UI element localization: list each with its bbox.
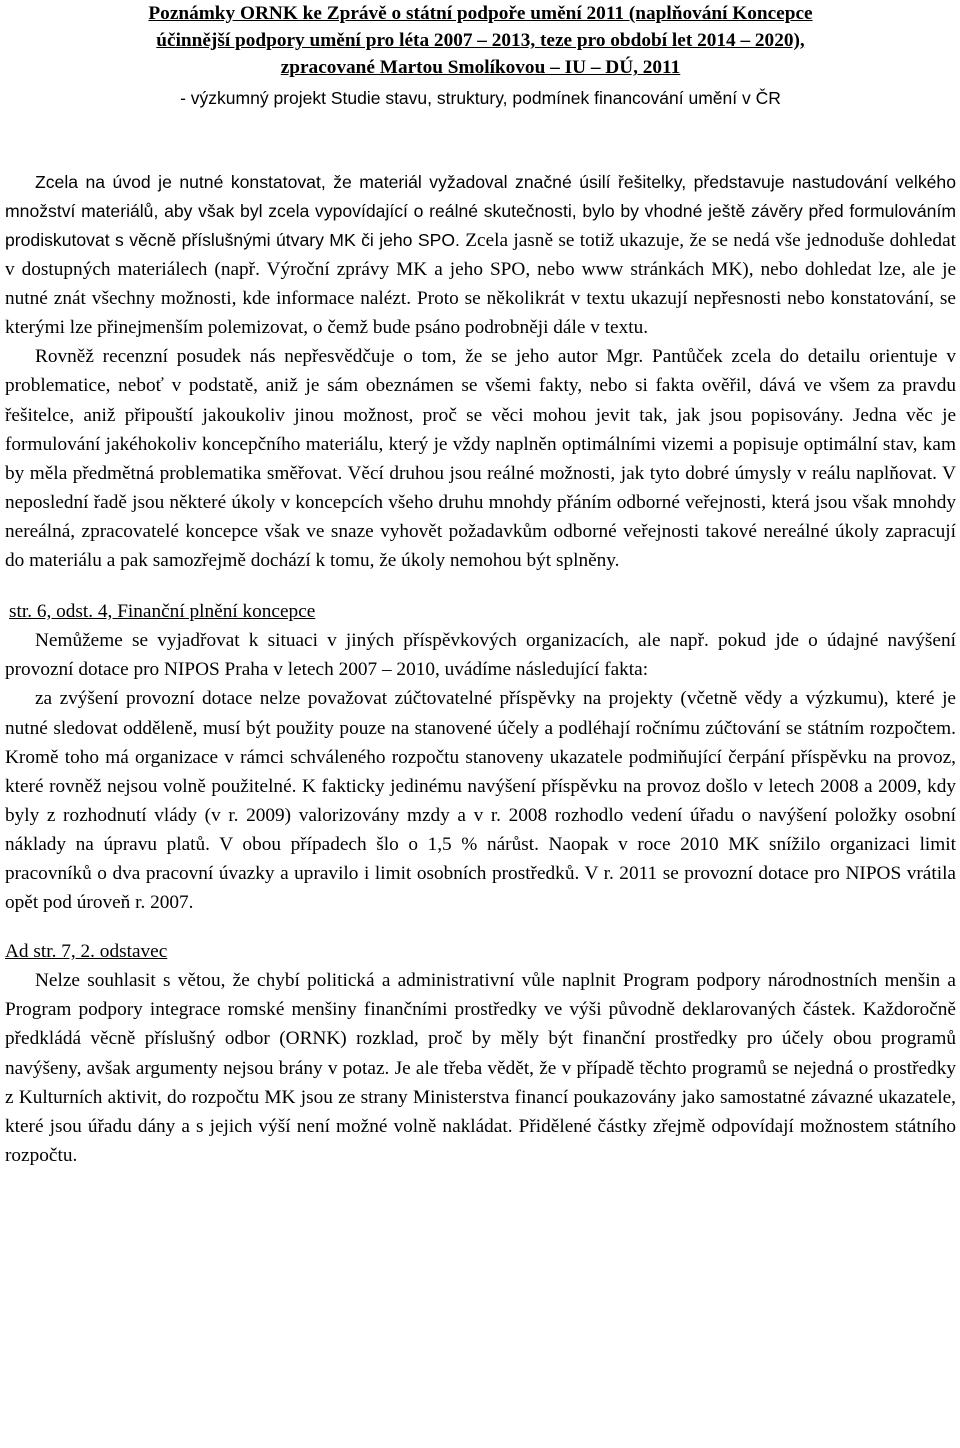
paragraph-minorities: Nelze souhlasit s větou, že chybí politická a administrativní vůle naplnit Program podpory národnostních menšin a Program podpory integrace romské menšiny finančními prostředky ve výši původně deklarovaných částek. Každoročně předkládá věcně příslušný odbor (ORNK) rozklad, proč by měly být finanční prostředky pro účely obou programů navýšeny, avšak argumenty nejsou brány v potaz. Je ale třeba vědět, že v případě těchto programů se nejedná o prostředky z Kulturních aktivit, do rozpočtu MK jsou ze strany Ministerstva financí poukazovány jako samostatné závazné ukazatele, které jsou úřadu dány a s jejich výší není možné volně nakládat. Přidělené částky zřejmě odpovídají možnostem státního rozpočtu.	[5, 970, 956, 1166]
title-line-1: Poznámky ORNK ke Zprávě o státní podpoře umění 2011 (naplňování Koncepce	[148, 3, 813, 24]
paragraph-intro-serif-part: Zcela jasně se totiž ukazuje, že se nedá vše jednoduše dohledat v dostupných materiálech (např. Výroční zprávy MK a jeho SPO, nebo www stránkách MK), nebo dohledat lze, ale je nutné znát všechny možnosti, kde informace nalézt. Proto se několikrát v textu ukazují nepřesnosti nebo konstatování, se kterými lze přinejmenším polemizovat, o čemž bude psáno podrobněji dále v textu.	[5, 230, 956, 339]
paragraph-intro	[5, 168, 956, 343]
paragraph-nipos-facts: za zvýšení provozní dotace nelze považovat zúčtovatelné příspěvky na projekty (včetně vědy a výzkumu), které je nutné sledovat odděleně, musí být použity pouze na stanovené účely a podléhají ročnímu zúčtování se státním rozpočtem. Kromě toho má organizace v rámci schváleného rozpočtu stanoveny ukazatele podmiňující čerpání příspěvku na provoz, které rovněž nejsou volně použitelné. K fakticky jedinému navýšení příspěvku na provoz došlo v letech 2008 a 2009, kdy byly z rozhodnutí vlády (v r. 2009) valorizovány mzdy a v r. 2008 rozhodlo vedení úřadu o navýšení položky osobní náklady na úpravu platů. V obou případech šlo o 1,5 % nárůst. Naopak v roce 2010 MK snížilo organizaci limit pracovníků o dva pracovní úvazky a upravilo i limit osobních prostředků. V r. 2011 se provozní dotace pro NIPOS vrátila opět pod úroveň r. 2007.	[5, 688, 956, 914]
title-line-2: účinnější podpory umění pro léta 2007 – 2013, teze pro období let 2014 – 2020),	[156, 30, 805, 52]
document-page	[5, 0, 956, 1170]
section-heading-financial-text: str. 6, odst. 4, Finanční plnění koncepce	[9, 601, 316, 623]
section-heading-page7-text: Ad str. 7, 2. odstavec	[5, 941, 168, 963]
paragraph-intro-sans-part: Zcela na úvod je nutné konstatovat, že materiál vyžadoval značné úsilí řešitelky, představuje nastudování velkého množství materiálů, aby však byl zcela vypovídající o reálné skutečnosti, bylo by vhodné ještě závěry před formulováním prodiskutovat s věcně příslušnými útvary MK či jeho SPO.	[5, 171, 956, 250]
document-subtitle: - výzkumný projekt Studie stavu, struktury, podmínek financování umění v ČR	[180, 87, 781, 108]
section-heading-page7	[5, 937, 956, 966]
paragraph-nipos-intro: Nemůžeme se vyjadřovat k situaci v jiných příspěvkových organizacích, ale např. pokud jde o údajné navýšení provozní dotace pro NIPOS Praha v letech 2007 – 2010, uvádíme následující fakta:	[5, 630, 956, 681]
paragraph-review: Rovněž recenzní posudek nás nepřesvědčuje o tom, že se jeho autor Mgr. Pantůček zcela do detailu orientuje v problematice, neboť v podstatě, aniž je sám obeznámen se všemi fakty, nebo si fakta ověřil, dává ve všem za pravdu řešitelce, aniž připouští jakoukoliv jinou možnost, proč se věci mohou jevit tak, jak jsou popisovány. Jedna věc je formulování jakéhokoliv koncepčního materiálu, který je vždy naplněn optimálními vizemi a popisuje optimální stav, kam by měla předmětná problematika směřovat. Věcí druhou jsou reálné možnosti, jak tyto dobré úmysly v reálu naplňovat. V neposlední řadě jsou některé úkoly v koncepcích všeho druhu mnohdy přáním odborné veřejnosti, která jsou však mnohdy nereálná, zpracovatelé koncepce však ve snaze vyhovět požadavkům odborné veřejnosti takové nereálné úkoly zapracují do materiálu a pak samozřejmě dochází k tomu, že úkoly nemohou být splněny.	[5, 346, 956, 572]
title-line-3: zpracované Martou Smolíkovou – IU – DÚ, 2011	[280, 57, 681, 79]
section-heading-financial	[5, 597, 956, 626]
document-title	[5, 0, 956, 82]
